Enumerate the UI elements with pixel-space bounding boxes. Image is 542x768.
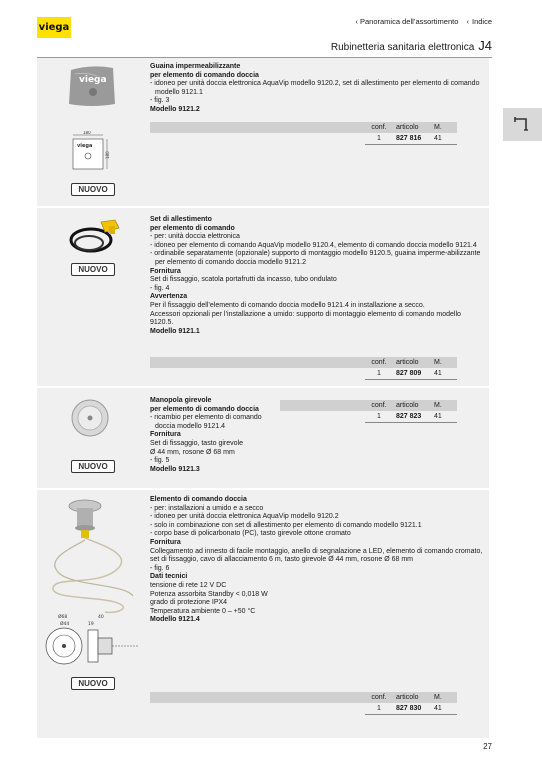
dimension-width: 180 bbox=[83, 131, 91, 135]
product-description bbox=[150, 397, 280, 474]
supply-heading: Fornitura bbox=[150, 431, 181, 439]
col-header-m: M. bbox=[431, 122, 457, 133]
col-header-articolo: articolo bbox=[393, 400, 431, 411]
col-header-articolo: articolo bbox=[393, 357, 431, 368]
product-figure-ref: - fig. 5 bbox=[150, 457, 170, 465]
order-table bbox=[365, 357, 457, 380]
dimension-height: 180 bbox=[105, 151, 110, 159]
product-feature: - solo in combinazione con set di allestimento per elemento di comando modello 9121.1 bbox=[150, 521, 422, 529]
table-header-shade bbox=[150, 122, 365, 133]
product-feature: - per: installazioni a umido e a secco bbox=[150, 504, 264, 512]
product-feature: - ricambio per elemento di comando doccia modello 9121.4 bbox=[150, 414, 262, 430]
table-row bbox=[365, 133, 457, 144]
cell-conf: 1 bbox=[377, 134, 381, 142]
cell-articolo[interactable]: 827 823 bbox=[396, 412, 422, 420]
faucet-icon bbox=[512, 115, 532, 133]
product-image-area bbox=[37, 390, 140, 488]
table-header-shade bbox=[150, 692, 365, 703]
notice-heading: Avvertenza bbox=[150, 293, 188, 301]
product-feature: - corpo base di policarbonato (PC), tasto girevole ottone cromato bbox=[150, 530, 351, 538]
supply-text: Collegamento ad innesto di facile montaggio, anello di segnalazione a LED, elemento di comando cromato, set di fissaggio, cavo di allacciamento 6 m, tasto girevole Ø 44 mm, rosone Ø 68 mm bbox=[150, 547, 483, 564]
product-card bbox=[37, 492, 489, 738]
col-header-articolo: articolo bbox=[393, 692, 431, 703]
product-image-area bbox=[37, 58, 140, 206]
col-header-m: M. bbox=[431, 400, 457, 411]
product-description bbox=[150, 63, 485, 115]
section-code: J4 bbox=[478, 38, 492, 53]
dimension-drawing bbox=[71, 131, 111, 173]
product-title: Manopola girevole bbox=[150, 397, 212, 404]
shower-control-element-image bbox=[45, 496, 140, 616]
product-image-area bbox=[37, 492, 140, 738]
cell-m: 41 bbox=[434, 704, 442, 712]
installation-set-image bbox=[67, 216, 123, 258]
new-badge: NUOVO bbox=[71, 460, 115, 473]
order-table bbox=[365, 122, 457, 145]
new-badge: NUOVO bbox=[71, 677, 115, 690]
table-row bbox=[365, 703, 457, 714]
cell-m: 41 bbox=[434, 134, 442, 142]
product-subtitle: per elemento di comando bbox=[150, 224, 235, 232]
technical-data-item: Temperatura ambiente 0 – +50 °C bbox=[150, 607, 256, 615]
technical-data-item: tensione di rete 12 V DC bbox=[150, 581, 227, 589]
product-feature: - idoneo per unità doccia elettronica AquaVip modello 9120.2 bbox=[150, 513, 339, 521]
product-figure-ref: - fig. 6 bbox=[150, 564, 170, 572]
col-header-conf: conf. bbox=[365, 357, 393, 368]
cell-conf: 1 bbox=[377, 369, 381, 377]
dimension-protrusion: 19 bbox=[88, 622, 94, 627]
product-figure-ref: - fig. 3 bbox=[150, 97, 170, 105]
product-card bbox=[37, 210, 489, 388]
order-table bbox=[365, 400, 457, 423]
product-model: Modello 9121.4 bbox=[150, 616, 200, 624]
col-header-conf: conf. bbox=[365, 400, 393, 411]
sealing-sleeve-image bbox=[67, 64, 117, 108]
product-feature: - per: unità doccia elettronica bbox=[150, 233, 240, 241]
product-model: Modello 9121.2 bbox=[150, 105, 200, 113]
cell-m: 41 bbox=[434, 412, 442, 420]
new-badge: NUOVO bbox=[71, 263, 115, 276]
product-subtitle: per elemento di comando doccia bbox=[150, 71, 259, 79]
page-number: 27 bbox=[483, 742, 492, 751]
col-header-conf: conf. bbox=[365, 122, 393, 133]
product-figure-ref: - fig. 4 bbox=[150, 284, 170, 292]
cell-m: 41 bbox=[434, 369, 442, 377]
product-image-area bbox=[37, 210, 140, 386]
cell-conf: 1 bbox=[377, 704, 381, 712]
new-badge: NUOVO bbox=[71, 183, 115, 196]
chevron-left-icon: ‹ bbox=[466, 17, 469, 26]
product-feature: - ordinabile separatamente (opzionale) supporto di montaggio modello 9120.5, guaina imperme-abilizzante per elemento di comando doccia modello 9121.2 bbox=[150, 250, 481, 266]
technical-data-item: Potenza assorbita Standby < 0,018 W bbox=[150, 590, 268, 598]
product-model: Modello 9121.1 bbox=[150, 327, 200, 335]
table-header-shade bbox=[280, 400, 365, 411]
supply-text: Set di fissaggio, tasto girevole bbox=[150, 439, 243, 447]
technical-data-item: grado di protezione IPX4 bbox=[150, 599, 228, 607]
chapter-tab[interactable] bbox=[503, 108, 542, 141]
section-title bbox=[331, 38, 492, 53]
viega-logo: viega bbox=[37, 17, 71, 38]
product-description bbox=[150, 496, 485, 625]
col-header-conf: conf. bbox=[365, 692, 393, 703]
product-feature: - idoneo per unità doccia elettronica AquaVip modello 9120.2, set di allestimento per elemento di comando modello 9121.1 bbox=[150, 80, 480, 96]
product-card bbox=[37, 58, 489, 208]
top-nav bbox=[355, 17, 492, 26]
product-list bbox=[37, 58, 489, 738]
technical-data-heading: Dati tecnici bbox=[150, 573, 188, 581]
supply-heading: Fornitura bbox=[150, 267, 181, 275]
dimension-drawing bbox=[42, 612, 140, 666]
col-header-m: M. bbox=[431, 692, 457, 703]
supply-heading: Fornitura bbox=[150, 538, 181, 546]
product-title: Set di allestimento bbox=[150, 216, 212, 223]
cell-conf: 1 bbox=[377, 412, 381, 420]
dimension-knob: Ø44 bbox=[60, 622, 70, 627]
cell-articolo[interactable]: 827 830 bbox=[396, 704, 422, 712]
supply-text: Ø 44 mm, rosone Ø 68 mm bbox=[150, 448, 235, 456]
rotary-knob-image bbox=[70, 398, 110, 438]
product-feature: - idoneo per elemento di comando AquaVip modello 9120.4, elemento di comando doccia modello 9121.4 bbox=[150, 241, 477, 249]
dimension-rosette: Ø68 bbox=[58, 615, 68, 620]
chevron-left-icon: ‹ bbox=[355, 17, 358, 26]
dimension-depth: 40 bbox=[98, 615, 104, 620]
product-title: Guaina impermeabilizzante bbox=[150, 63, 241, 70]
notice-text: Per il fissaggio dell’elemento di comando doccia modello 9121.4 in installazione a secco. bbox=[150, 301, 425, 309]
product-card bbox=[37, 390, 489, 490]
section-name: Rubinetteria sanitaria elettronica bbox=[330, 42, 475, 53]
cell-articolo[interactable]: 827 816 bbox=[396, 134, 422, 142]
supply-text: Set di fissaggio, scatola portafrutti da incasso, tubo ondulato bbox=[150, 276, 337, 284]
product-subtitle: per elemento di comando doccia bbox=[150, 405, 259, 413]
nav-link-index[interactable]: Indice bbox=[471, 17, 492, 26]
cell-articolo[interactable]: 827 809 bbox=[396, 369, 422, 377]
product-title: Elemento di comando doccia bbox=[150, 496, 247, 503]
product-description bbox=[150, 216, 485, 336]
table-header-shade bbox=[150, 357, 365, 368]
col-header-m: M. bbox=[431, 357, 457, 368]
notice-text: Accessori opzionali per l’installazione a umido: supporto di montaggio elemento di comando modello 9120.5. bbox=[150, 310, 461, 327]
drawing-logo-text: viega bbox=[77, 143, 93, 149]
table-row bbox=[365, 368, 457, 379]
col-header-articolo: articolo bbox=[393, 122, 431, 133]
order-table bbox=[365, 692, 457, 715]
table-row bbox=[365, 411, 457, 422]
sleeve-logo-text: viega bbox=[79, 75, 107, 85]
product-model: Modello 9121.3 bbox=[150, 465, 200, 473]
nav-link-overview[interactable]: Panoramica dell’assortimento bbox=[360, 17, 459, 26]
